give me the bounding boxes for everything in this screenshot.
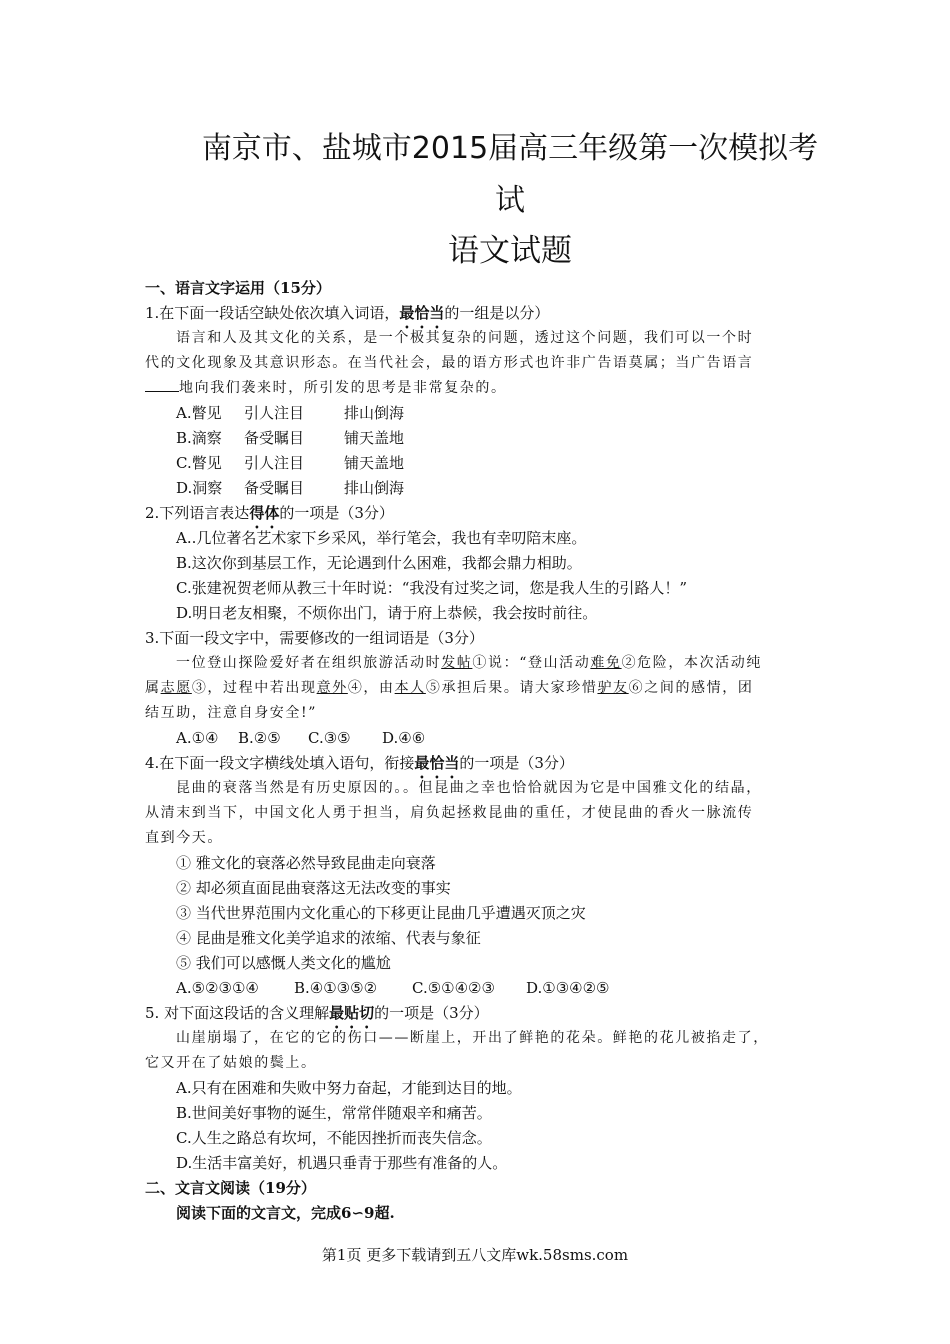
question-4-item: ④ 昆曲是雅文化美学追求的浓缩、代表与象征 bbox=[176, 929, 481, 947]
question-5-option: C.人生之路总有坎坷，不能因挫折而丧失信念。 bbox=[176, 1129, 492, 1147]
question-3-options: A.①④ B.②⑤ C.③⑤ D.④⑥ bbox=[176, 729, 426, 747]
exam-subtitle: 语文试题 bbox=[448, 233, 572, 269]
question-2-option: B.这次你到基层工作，无论遇到什么困难，我都会鼎力相助。 bbox=[176, 554, 582, 572]
question-1-option: C.瞥见 引人注目 铺天盖地 bbox=[176, 454, 405, 472]
page-footer: 第1页 更多下载请到五八文库wk.58sms.com bbox=[321, 1246, 629, 1264]
question-4-item: ② 却必须直面昆曲衰落这无法改变的事实 bbox=[176, 879, 451, 897]
question-2-option: D.明日老友相聚，不烦你出门，请于府上恭候，我会按时前往。 bbox=[176, 604, 598, 622]
question-4-item: ① 雅文化的衰落必然导致昆曲走向衰落 bbox=[176, 854, 436, 872]
question-5-passage: 它又开在了姑娘的鬓上。 bbox=[145, 1055, 317, 1071]
question-2-option: A..几位著名艺术家下乡采风，举行笔会，我也有幸叨陪末座。 bbox=[176, 529, 587, 547]
question-1-option: D.洞察 备受瞩目 排山倒海 bbox=[176, 479, 405, 497]
question-1-option: A.瞥见 引人注目 排山倒海 bbox=[176, 404, 405, 422]
question-3-passage: 一位登山探险爱好者在组织旅游活动时发帖①说：“登山活动难免②危险，本次活动纯 bbox=[176, 655, 762, 671]
exam-title-line2: 试 bbox=[495, 183, 525, 218]
question-5-option: D.生活丰富美好，机遇只垂青于那些有准备的人。 bbox=[176, 1154, 508, 1172]
question-5-stem: 5. 对下面这段话的含义理解最贴切的一项是（3分） bbox=[145, 1004, 489, 1022]
question-5-option: B.世间美好事物的诞生，常常伴随艰辛和痛苦。 bbox=[176, 1104, 492, 1122]
section-heading-1: 一、语言文字运用（15分） bbox=[145, 279, 331, 297]
section-2-instruction: 阅读下面的文言文，完成6∽9超. bbox=[176, 1204, 395, 1222]
question-2-option: C.张建祝贺老师从教三十年时说：“我没有过奖之词，您是我人生的引路人！” bbox=[176, 579, 688, 597]
question-1-option: B.滴察 备受瞩目 铺天盖地 bbox=[176, 429, 405, 447]
fill-blank bbox=[145, 377, 179, 392]
question-4-passage: 直到今天。 bbox=[145, 830, 223, 846]
question-1-passage: 语言和人及其文化的关系，是一个极其复杂的问题，透过这个问题，我们可以一个时 bbox=[176, 330, 754, 346]
question-4-item: ⑤ 我们可以感慨人类文化的尴尬 bbox=[176, 954, 391, 972]
question-5-passage: 山崖崩塌了，在它的它的伤口——断崖上，开出了鲜艳的花朵。鲜艳的花儿被掐走了， bbox=[176, 1030, 769, 1046]
exam-title-line1: 南京市、盐城市2015届高三年级第一次模拟考 bbox=[201, 131, 819, 166]
question-2-stem: 2.下列语言表达得体的一项是（3分） bbox=[145, 504, 394, 522]
exam-body bbox=[145, 276, 825, 1226]
section-heading-2: 二、文言文阅读（19分） bbox=[145, 1179, 316, 1197]
question-1-passage: 地向我们袭来时，所引发的思考是非常复杂的。 bbox=[145, 376, 825, 401]
question-4-stem: 4.在下面一段文字横线处填入语句，衔接最恰当的一项是（3分） bbox=[145, 754, 574, 772]
question-3-passage: 结互助，注意自身安全!” bbox=[145, 705, 317, 721]
question-4-passage: 从清末到当下，中国文化人勇于担当，肩负起拯救昆曲的重任，才使昆曲的香火一脉流传 bbox=[145, 805, 754, 821]
question-4-options: A.⑤②③①④ B.④①③⑤② C.⑤①④②③ D.①③④②⑤ bbox=[176, 979, 610, 997]
question-5-option: A.只有在困难和失败中努力奋起，才能到达目的地。 bbox=[176, 1079, 522, 1097]
question-4-passage: 昆曲的衰落当然是有历史原因的。。但昆曲之幸也恰恰就因为它是中国雅文化的结晶， bbox=[176, 780, 762, 796]
question-3-passage: 属志愿③，过程中若出现意外④，由本人⑤承担后果。请大家珍惜驴友⑥之间的感情，团 bbox=[145, 680, 754, 696]
question-1-passage: 代的文化现象及其意识形态。在当代社会，最的语方形式也许非广告语莫属；当广告语言 bbox=[145, 355, 754, 371]
question-1-stem: 1.在下面一段话空缺处依次填入词语，最恰当的一组是以分） bbox=[145, 304, 550, 322]
question-4-item: ③ 当代世界范围内文化重心的下移更让昆曲几乎遭遇灭顶之灾 bbox=[176, 904, 586, 922]
question-3-stem: 3.下面一段文字中，需要修改的一组词语是（3分） bbox=[145, 629, 484, 647]
